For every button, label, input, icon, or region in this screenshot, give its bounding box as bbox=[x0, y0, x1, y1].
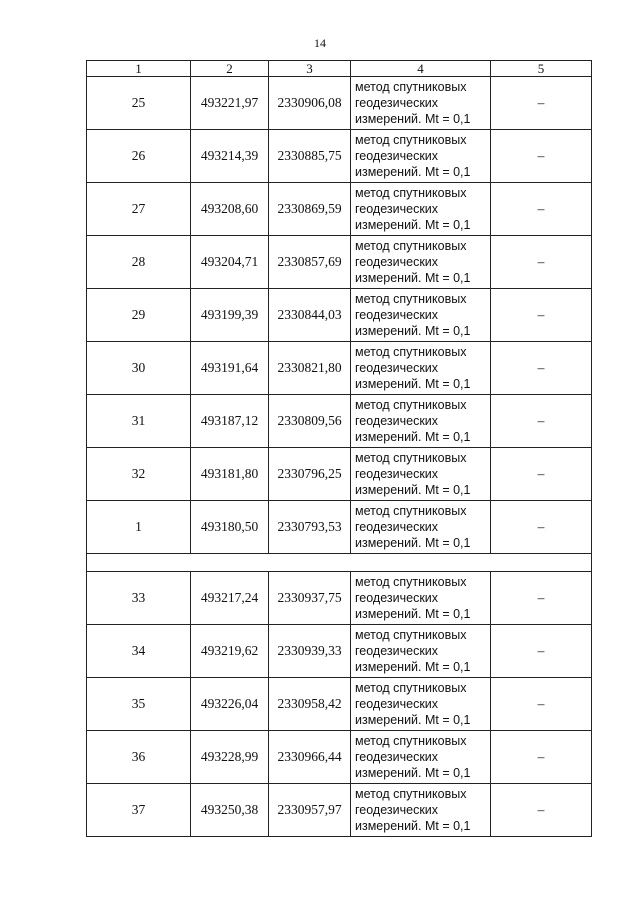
method-line: метод спутниковых bbox=[355, 186, 467, 200]
point-number-cell: 36 bbox=[87, 731, 191, 784]
x-coordinate-cell: 493187,12 bbox=[191, 395, 269, 448]
method-line: геодезических bbox=[355, 520, 439, 534]
x-coordinate-cell: 493250,38 bbox=[191, 784, 269, 837]
point-number-cell: 26 bbox=[87, 130, 191, 183]
header-col-4: 4 bbox=[351, 61, 491, 77]
table-row bbox=[87, 501, 592, 554]
method-line: геодезических bbox=[355, 591, 439, 605]
y-coordinate-cell: 2330906,08 bbox=[269, 77, 351, 130]
method-line: метод спутниковых bbox=[355, 787, 467, 801]
method-line: геодезических bbox=[355, 96, 439, 110]
method-line: измерений. Mt = 0,1 bbox=[355, 483, 471, 497]
coordinates-table bbox=[86, 60, 592, 837]
y-coordinate-cell: 2330809,56 bbox=[269, 395, 351, 448]
point-number-cell: 28 bbox=[87, 236, 191, 289]
note-cell: – bbox=[491, 395, 592, 448]
point-number-cell: 29 bbox=[87, 289, 191, 342]
method-line: измерений. Mt = 0,1 bbox=[355, 377, 471, 391]
method-line: геодезических bbox=[355, 149, 439, 163]
method-line: геодезических bbox=[355, 202, 439, 216]
method-line: измерений. Mt = 0,1 bbox=[355, 536, 471, 550]
table-row bbox=[87, 183, 592, 236]
y-coordinate-cell: 2330844,03 bbox=[269, 289, 351, 342]
method-cell bbox=[351, 572, 491, 625]
x-coordinate-cell: 493208,60 bbox=[191, 183, 269, 236]
method-cell bbox=[351, 448, 491, 501]
method-line: метод спутниковых bbox=[355, 628, 467, 642]
point-number-cell: 1 bbox=[87, 501, 191, 554]
point-number-cell: 27 bbox=[87, 183, 191, 236]
y-coordinate-cell: 2330939,33 bbox=[269, 625, 351, 678]
method-line: геодезических bbox=[355, 644, 439, 658]
method-line: геодезических bbox=[355, 255, 439, 269]
note-cell: – bbox=[491, 678, 592, 731]
method-line: метод спутниковых bbox=[355, 451, 467, 465]
method-cell bbox=[351, 130, 491, 183]
point-number-cell: 30 bbox=[87, 342, 191, 395]
point-number-cell: 32 bbox=[87, 448, 191, 501]
x-coordinate-cell: 493204,71 bbox=[191, 236, 269, 289]
x-coordinate-cell: 493228,99 bbox=[191, 731, 269, 784]
point-number-cell: 25 bbox=[87, 77, 191, 130]
method-cell bbox=[351, 342, 491, 395]
x-coordinate-cell: 493219,62 bbox=[191, 625, 269, 678]
method-line: геодезических bbox=[355, 414, 439, 428]
page-number: 14 bbox=[314, 36, 326, 50]
method-cell bbox=[351, 731, 491, 784]
x-coordinate-cell: 493181,80 bbox=[191, 448, 269, 501]
header-col-3: 3 bbox=[269, 61, 351, 77]
point-number-cell: 33 bbox=[87, 572, 191, 625]
note-cell: – bbox=[491, 183, 592, 236]
method-cell bbox=[351, 289, 491, 342]
x-coordinate-cell: 493191,64 bbox=[191, 342, 269, 395]
method-line: метод спутниковых bbox=[355, 398, 467, 412]
table-row bbox=[87, 448, 592, 501]
method-cell bbox=[351, 77, 491, 130]
method-line: метод спутниковых bbox=[355, 575, 467, 589]
method-line: измерений. Mt = 0,1 bbox=[355, 112, 471, 126]
x-coordinate-cell: 493221,97 bbox=[191, 77, 269, 130]
y-coordinate-cell: 2330937,75 bbox=[269, 572, 351, 625]
note-cell: – bbox=[491, 501, 592, 554]
note-cell: – bbox=[491, 236, 592, 289]
method-line: измерений. Mt = 0,1 bbox=[355, 271, 471, 285]
y-coordinate-cell: 2330957,97 bbox=[269, 784, 351, 837]
method-line: метод спутниковых bbox=[355, 133, 467, 147]
point-number-cell: 35 bbox=[87, 678, 191, 731]
method-line: измерений. Mt = 0,1 bbox=[355, 607, 471, 621]
point-number-cell: 37 bbox=[87, 784, 191, 837]
method-line: геодезических bbox=[355, 803, 439, 817]
table-row bbox=[87, 625, 592, 678]
method-line: метод спутниковых bbox=[355, 292, 467, 306]
point-number-cell: 34 bbox=[87, 625, 191, 678]
x-coordinate-cell: 493217,24 bbox=[191, 572, 269, 625]
note-cell: – bbox=[491, 625, 592, 678]
header-row bbox=[87, 61, 592, 77]
method-line: метод спутниковых bbox=[355, 504, 467, 518]
note-cell: – bbox=[491, 784, 592, 837]
note-cell: – bbox=[491, 448, 592, 501]
y-coordinate-cell: 2330966,44 bbox=[269, 731, 351, 784]
table-row bbox=[87, 678, 592, 731]
point-number-cell: 31 bbox=[87, 395, 191, 448]
method-line: измерений. Mt = 0,1 bbox=[355, 819, 471, 833]
y-coordinate-cell: 2330869,59 bbox=[269, 183, 351, 236]
table-row bbox=[87, 395, 592, 448]
y-coordinate-cell: 2330796,25 bbox=[269, 448, 351, 501]
method-line: метод спутниковых bbox=[355, 80, 467, 94]
method-line: метод спутниковых bbox=[355, 681, 467, 695]
method-line: метод спутниковых bbox=[355, 345, 467, 359]
table-row bbox=[87, 572, 592, 625]
note-cell: – bbox=[491, 130, 592, 183]
table-row bbox=[87, 77, 592, 130]
method-cell bbox=[351, 625, 491, 678]
method-line: метод спутниковых bbox=[355, 239, 467, 253]
y-coordinate-cell: 2330857,69 bbox=[269, 236, 351, 289]
table-row bbox=[87, 130, 592, 183]
table-row bbox=[87, 784, 592, 837]
method-line: геодезических bbox=[355, 308, 439, 322]
method-line: метод спутниковых bbox=[355, 734, 467, 748]
header-col-1: 1 bbox=[87, 61, 191, 77]
note-cell: – bbox=[491, 731, 592, 784]
table-row bbox=[87, 289, 592, 342]
group-separator-cell bbox=[87, 554, 592, 572]
note-cell: – bbox=[491, 572, 592, 625]
header-col-5: 5 bbox=[491, 61, 592, 77]
method-line: измерений. Mt = 0,1 bbox=[355, 660, 471, 674]
header-col-2: 2 bbox=[191, 61, 269, 77]
table-row bbox=[87, 342, 592, 395]
y-coordinate-cell: 2330958,42 bbox=[269, 678, 351, 731]
method-line: геодезических bbox=[355, 697, 439, 711]
note-cell: – bbox=[491, 289, 592, 342]
method-cell bbox=[351, 395, 491, 448]
x-coordinate-cell: 493226,04 bbox=[191, 678, 269, 731]
x-coordinate-cell: 493180,50 bbox=[191, 501, 269, 554]
method-line: измерений. Mt = 0,1 bbox=[355, 324, 471, 338]
group-separator-row bbox=[87, 554, 592, 572]
method-cell bbox=[351, 236, 491, 289]
method-line: измерений. Mt = 0,1 bbox=[355, 713, 471, 727]
table-body bbox=[87, 77, 592, 837]
method-cell bbox=[351, 501, 491, 554]
note-cell: – bbox=[491, 342, 592, 395]
note-cell: – bbox=[491, 77, 592, 130]
x-coordinate-cell: 493199,39 bbox=[191, 289, 269, 342]
table-row bbox=[87, 236, 592, 289]
method-line: измерений. Mt = 0,1 bbox=[355, 766, 471, 780]
x-coordinate-cell: 493214,39 bbox=[191, 130, 269, 183]
method-line: геодезических bbox=[355, 467, 439, 481]
method-line: геодезических bbox=[355, 750, 439, 764]
method-cell bbox=[351, 183, 491, 236]
table-row bbox=[87, 731, 592, 784]
method-line: измерений. Mt = 0,1 bbox=[355, 430, 471, 444]
method-line: измерений. Mt = 0,1 bbox=[355, 218, 471, 232]
method-line: измерений. Mt = 0,1 bbox=[355, 165, 471, 179]
method-line: геодезических bbox=[355, 361, 439, 375]
y-coordinate-cell: 2330885,75 bbox=[269, 130, 351, 183]
y-coordinate-cell: 2330793,53 bbox=[269, 501, 351, 554]
y-coordinate-cell: 2330821,80 bbox=[269, 342, 351, 395]
method-cell bbox=[351, 678, 491, 731]
method-cell bbox=[351, 784, 491, 837]
table-header bbox=[87, 61, 592, 77]
